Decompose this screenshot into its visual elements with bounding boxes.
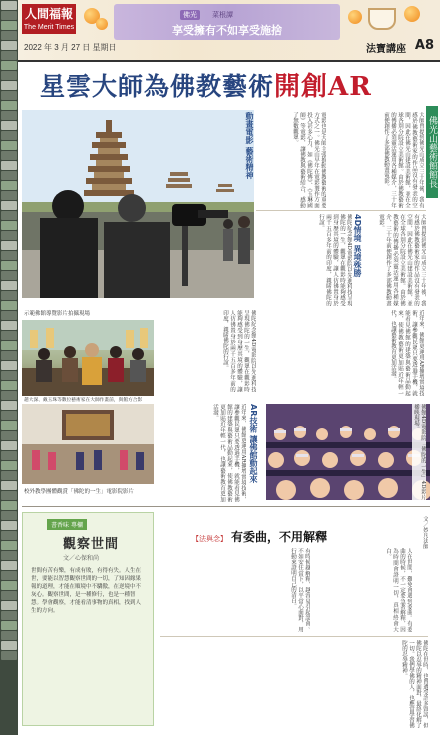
rail-thumb[interactable] [1, 481, 17, 490]
column-tag-label: 書香味 [51, 522, 70, 529]
rail-thumb[interactable] [1, 91, 17, 100]
rail-thumb[interactable] [1, 111, 17, 120]
rail-thumb[interactable] [1, 131, 17, 140]
section-name: 法寶講座 [366, 44, 406, 55]
proverb-column: 有時候越解釋，越容易引起誤會。不如安住當下，以平常心面對，用行動來證明自己的清白。 [290, 548, 310, 632]
rail-thumb[interactable] [1, 21, 17, 30]
rail-thumb[interactable] [1, 531, 17, 540]
masthead [18, 0, 440, 60]
rail-thumb[interactable] [1, 401, 17, 410]
rail-thumb[interactable] [1, 491, 17, 500]
headline-main: 星雲大師為佛教藝術 [40, 72, 275, 101]
rail-thumb[interactable] [1, 101, 17, 110]
rail-thumb[interactable] [1, 371, 17, 380]
rail-thumb[interactable] [1, 381, 17, 390]
photo-filming-pagoda [22, 110, 254, 298]
photo-group-caption: 示範佛館導覽影片拍攝現場 [24, 311, 91, 317]
photo-group-portrait [22, 320, 154, 396]
rail-thumb[interactable] [1, 201, 17, 210]
issue-date: 2022 年 3 月 27 日 星期日 [24, 43, 117, 52]
article-column: 近年來，佛館更運用AR擴增實境技術，讓參觀民眾只要透過手機，就能看見佛館的建築與藝術品動起來，使佛教藝術更加貼近年輕一代，也讓藝術教育更加活潑。 [212, 404, 246, 502]
rail-thumb[interactable] [1, 411, 17, 420]
rail-thumb[interactable] [1, 601, 17, 610]
rail-thumb[interactable] [1, 591, 17, 600]
logo-text: 人間福報 [24, 7, 73, 21]
proverb-heading [192, 526, 327, 542]
rail-thumb[interactable] [1, 181, 17, 190]
rail-thumb[interactable] [1, 391, 17, 400]
subhead-animation: 動畫電影 藝術精神 [245, 112, 254, 179]
rail-thumb[interactable] [1, 161, 17, 170]
column-author: 文／心保和尚 [63, 555, 100, 562]
column-divider [256, 210, 426, 211]
quote-banner [114, 4, 340, 40]
rail-thumb[interactable] [1, 41, 17, 50]
rail-thumb[interactable] [1, 571, 17, 580]
banner-tag: 佛光 [180, 10, 200, 20]
rail-thumb[interactable] [1, 71, 17, 80]
column-tag-label-secondary: 專欄 [70, 522, 83, 529]
photo-cinema-caption: 佛館4D電影院「佛陀的一生」4D影片播映現場。 [413, 404, 426, 500]
teacup-icon [368, 8, 396, 30]
rail-thumb[interactable] [1, 431, 17, 440]
header-rule [18, 60, 440, 62]
proverb-byline: 文／妙凡法師 [422, 516, 428, 549]
rail-thumb[interactable] [1, 551, 17, 560]
banner-tag-secondary: 菜根譚 [212, 12, 233, 19]
rail-thumb[interactable] [1, 421, 17, 430]
rail-thumb[interactable] [1, 621, 17, 630]
article-column: 近年來，佛館更運用AR擴增實境技術，讓參觀民眾只要透過手機，就能看見佛館的建築與藝術品動起來，使佛教藝術更加貼近年輕一代，也讓藝術教育更加活潑。 [390, 310, 424, 396]
rail-thumb[interactable] [1, 321, 17, 330]
thumbnail-rail[interactable] [0, 0, 18, 735]
rail-thumb[interactable] [1, 251, 17, 260]
rail-thumb[interactable] [1, 471, 17, 480]
rail-thumb[interactable] [1, 511, 17, 520]
rail-thumb[interactable] [1, 291, 17, 300]
rail-thumb[interactable] [1, 521, 17, 530]
cinema-illustration [266, 404, 430, 500]
rail-thumb[interactable] [1, 51, 17, 60]
rail-thumb[interactable] [1, 241, 17, 250]
photo-visitors2-caption: 校外教學團體觀賞「佛陀的一生」電影院影片 [24, 489, 135, 495]
rail-thumb[interactable] [1, 271, 17, 280]
rail-thumb[interactable] [1, 351, 17, 360]
subhead-4d: 4D情境 異境殊勝 [353, 214, 362, 277]
article-column: 大師曾提到佛光山成立三十年後，我有感於佛教藝術家的作品沒有發表的空間，因此在佛光山建設美術館，並在全球各別分院設立美術館。由於佛教藝術的傳播必須靈活運用各種媒介，三十年前便創作了多部佛教動畫電影。 [378, 214, 426, 306]
headline [40, 66, 410, 106]
rail-thumb[interactable] [1, 611, 17, 620]
rail-thumb[interactable] [1, 331, 17, 340]
headline-emphasis: 開創AR [274, 72, 372, 102]
author-label: 佛光山藝術館館長 [426, 106, 438, 198]
rail-thumb[interactable] [1, 311, 17, 320]
rail-thumb[interactable] [1, 171, 17, 180]
rail-thumb[interactable] [1, 561, 17, 570]
rail-thumb[interactable] [1, 651, 17, 660]
proverb-column: 佛陀在世時，也曾遭受許多毀謗，但佛陀以忍辱的精神面對，最終化解了一切。我們學佛的人，也應當學習佛陀的忍辱精神。 [401, 640, 428, 728]
persimmon-icon [404, 6, 420, 22]
rail-thumb[interactable] [1, 541, 17, 550]
logo-subtitle: The Merit Times [23, 24, 75, 31]
proverb-column: 人在世間，難免會遇到委曲。有委曲的時候，不一定要急著解釋，因為時間會證明一切，真相終會大白。 [385, 548, 412, 632]
column-title: 觀察世間 [63, 537, 120, 552]
rail-thumb[interactable] [1, 281, 17, 290]
page-number: A8 [414, 38, 434, 53]
rail-thumb[interactable] [1, 61, 17, 70]
rail-thumb[interactable] [1, 461, 17, 470]
article-column: 佛陀紀念館4D電影院以先進科技呈現佛陀的一生，觀眾在觀影時能夠感受到身歷其境的體驗，讓人彷彿置身於兩千五百多年前的印度，親睹佛陀的行誼。 [222, 310, 256, 392]
photo-visitors-hall [22, 404, 154, 484]
rail-thumb[interactable] [1, 191, 17, 200]
photo-main-illustration [22, 110, 254, 298]
rail-thumb[interactable] [1, 211, 17, 220]
rail-thumb[interactable] [1, 261, 17, 270]
banner-title: 享受擁有不如享受施捨 [172, 24, 282, 37]
rail-thumb[interactable] [1, 341, 17, 350]
article-column: 佛陀紀念館4D電影院以先進科技呈現佛陀的一生，觀眾在觀影時能夠感受到身歷其境的體驗，讓人彷彿置身於兩千五百多年前的印度，親睹佛陀的行誼。 [318, 214, 352, 306]
column-tag [47, 519, 87, 530]
column-divider [160, 636, 428, 637]
visitors-illustration [22, 404, 154, 484]
proverb-tag: 【法與念】 [192, 535, 227, 543]
column-box-observe [22, 512, 154, 726]
rail-thumb[interactable] [1, 581, 17, 590]
rail-thumb[interactable] [1, 1, 17, 10]
persimmon-icon [348, 10, 362, 24]
subhead-ar: AR技術 讓佛館動起來 [249, 404, 258, 484]
rail-thumb[interactable] [1, 11, 17, 20]
rail-thumb[interactable] [1, 631, 17, 640]
rail-thumb[interactable] [1, 441, 17, 450]
column-body: 世間有苦有樂，有成有敗，有得有失。人生在世，要能以智慧觀察世間的一切，了知因緣果報的道理，才能在順境中不驕傲，在逆境中不灰心。觀察世間，是一種修行，也是一種智慧。學會觀察，才能看清事物的真相，找到人生的方向。 [31, 568, 142, 614]
rail-thumb[interactable] [1, 501, 17, 510]
rail-thumb[interactable] [1, 81, 17, 90]
article-column: 電影也是大師主張推動佛教藝術的重要方式之一。佛光山早年在電影製作方面投入甚多心力，如《佛陀傳》、《玉琳國師》等電影，讓佛教與藝術結合，感動了無數觀眾。 [292, 112, 326, 208]
rail-thumb[interactable] [1, 301, 17, 310]
group-illustration [22, 320, 154, 396]
rail-thumb[interactable] [1, 221, 17, 230]
rail-thumb[interactable] [1, 641, 17, 650]
section-divider [22, 506, 430, 507]
photo-4d-cinema [266, 404, 430, 500]
rail-thumb[interactable] [1, 231, 17, 240]
article-column: 大師曾提到佛光山成立三十年後，我有感於佛教藝術家的作品沒有發表的空間，因此在佛光山建設美術館，並在全球各別分院設立美術館。由於佛教藝術的傳播必須靈活運用各種媒介，三十年前便創作了多部佛教動畫電影。 [383, 112, 424, 208]
rail-thumb[interactable] [1, 361, 17, 370]
rail-thumb[interactable] [1, 141, 17, 150]
photo-visitors-caption: 趙大深、戴玉珠等數位藝術家在大師作畫前，與館方合影 [24, 397, 143, 403]
persimmon-icon [96, 18, 108, 30]
rail-thumb[interactable] [1, 151, 17, 160]
proverb-title: 有委曲，不用解釋 [231, 530, 328, 544]
rail-thumb[interactable] [1, 451, 17, 460]
rail-thumb[interactable] [1, 31, 17, 40]
rail-thumb[interactable] [1, 121, 17, 130]
